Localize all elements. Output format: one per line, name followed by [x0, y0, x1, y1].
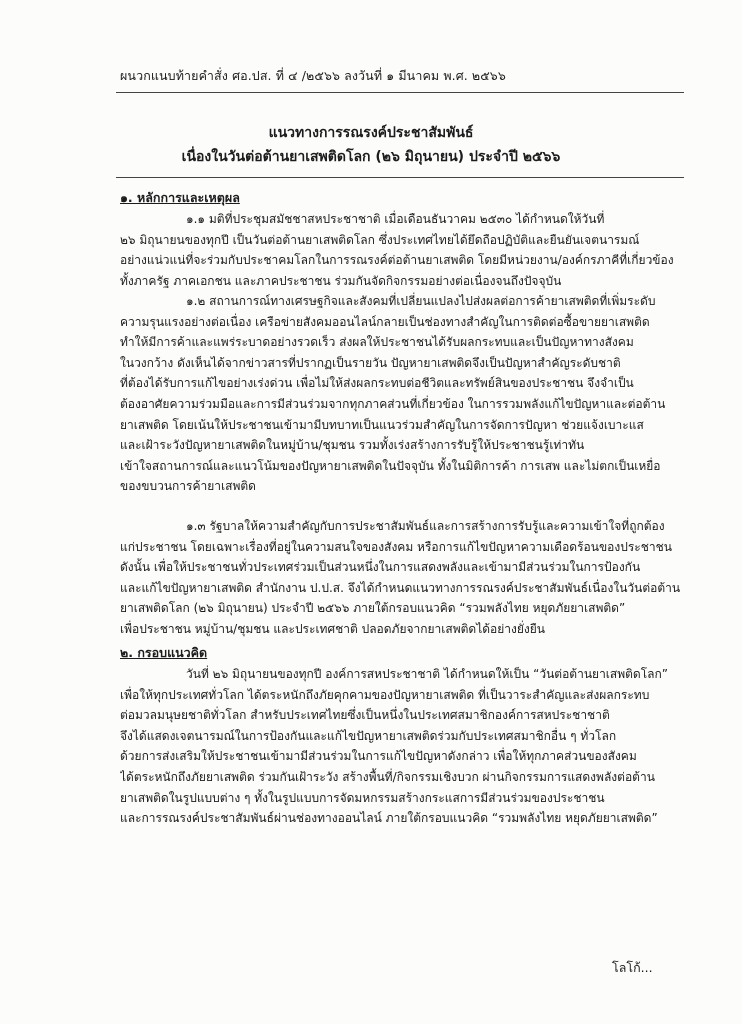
paragraph-line: ของขบวนการค้ายาเสพติด [120, 479, 256, 494]
continued-marker: โลโก้... [612, 960, 653, 975]
paragraph-line: เพื่อให้ทุกประเทศทั่วโลก ได้ตระหนักถึงภัยคุกคามของปัญหายาเสพติด ที่เป็นวาระสำคัญและส่งผลกระทบ [120, 687, 650, 702]
section-1-heading: ๑. หลักการและเหตุผล [120, 190, 240, 205]
paragraph-line: ทำให้มีการค้าและแพร่ระบาดอย่างรวดเร็ว ส่งผลให้ประชาชนได้รับผลกระทบและเป็นปัญหาทางสังคม [120, 335, 634, 350]
paragraph-line: ๒๖ มิถุนายนของทุกปี เป็นวันต่อต้านยาเสพติดโลก ซึ่งประเทศไทยได้ยึดถือปฏิบัติและยืนยันเจตนารมณ์ [120, 232, 640, 247]
paragraph-line: อย่างแน่วแน่ที่จะร่วมกับประชาคมโลกในการรณรงค์ต่อต้านยาเสพติด โดยมีหน่วยงาน/องค์กรภาคีที่เกี่ยวข้อง [120, 253, 674, 268]
paragraph-line: ดังนั้น เพื่อให้ประชาชนทั่วประเทศร่วมเป็นส่วนหนึ่งในการแสดงพลังและเข้ามามีส่วนร่วมในการป้องกัน [120, 560, 641, 575]
paragraph-1-1 [120, 209, 686, 291]
section-2-heading: ๒. กรอบแนวคิด [120, 645, 208, 660]
document-title-line-2: เนื่องในวันต่อต้านยาเสพติดโลก (๒๖ มิถุนายน) ประจำปี ๒๕๖๖ [181, 149, 561, 165]
paragraph-line: และแก้ไขปัญหายาเสพติด สำนักงาน ป.ป.ส. จึงได้กำหนดแนวทางการรณรงค์ประชาสัมพันธ์เนื่องในวันต่อต้าน [120, 580, 681, 595]
paragraph-line: และเฝ้าระวังปัญหายาเสพติดในหมู่บ้าน/ชุมชน รวมทั้งเร่งสร้างการรับรู้ให้ประชาชนรู้เท่าทัน [120, 438, 585, 453]
paragraph-line: ๑.๓ รัฐบาลให้ความสำคัญกับการประชาสัมพันธ์และการสร้างการรับรู้และความเข้าใจที่ถูกต้อง [186, 519, 665, 533]
header-divider [116, 92, 684, 93]
paragraph-line: ที่ต้องได้รับการแก้ไขอย่างเร่งด่วน เพื่อไม่ให้ส่งผลกระทบต่อชีวิตและทรัพย์สินของประชาชน จึงจำเป็น [120, 376, 634, 391]
paragraph-line: ยาเสพติดในรูปแบบต่าง ๆ ทั้งในรูปแบบการจัดมหกรรมสร้างกระแสการมีส่วนร่วมของประชาชน [120, 790, 605, 805]
paragraph-line: ๑.๒ สถานการณ์ทางเศรษฐกิจและสังคมที่เปลี่ยนแปลงไปส่งผลต่อการค้ายาเสพติดที่เพิ่มระดับ [186, 294, 656, 308]
document-title-line-1: แนวทางการรณรงค์ประชาสัมพันธ์ [268, 125, 474, 141]
paragraph-line: เพื่อประชาชน หมู่บ้าน/ชุมชน และประเทศชาติ ปลอดภัยจากยาเสพติดได้อย่างยั่งยืน [120, 621, 545, 636]
paragraph-line: จึงได้แสดงเจตนารมณ์ในการป้องกันและแก้ไขปัญหายาเสพติดร่วมกับประเทศสมาชิกอื่น ๆ ทั่วโลก [120, 728, 617, 743]
paragraph-line: ต่อมวลมนุษยชาติทั่วโลก สำหรับประเทศไทยซึ่งเป็นหนึ่งในประเทศสมาชิกองค์การสหประชาชาติ [120, 708, 610, 723]
paragraph-1-2 [120, 291, 686, 497]
paragraph-line: และการรณรงค์ประชาสัมพันธ์ผ่านช่องทางออนไลน์ ภายใต้กรอบแนวคิด “รวมพลังไทย หยุดภัยยาเสพติด” [120, 811, 658, 826]
paragraph-line: ความรุนแรงอย่างต่อเนื่อง เครือข่ายสังคมออนไลน์กลายเป็นช่องทางสำคัญในการติดต่อซื้อขายยาเสพติด [120, 314, 650, 329]
paragraph-2-1 [120, 664, 686, 829]
paragraph-line: ในวงกว้าง ดังเห็นได้จากข่าวสารที่ปรากฏเป็นรายวัน ปัญหายาเสพติดจึงเป็นปัญหาสำคัญระดับชาติ [120, 355, 621, 370]
paragraph-line: ยาเสพติดโลก (๒๖ มิถุนายน) ประจำปี ๒๕๖๖ ภายใต้กรอบแนวคิด “รวมพลังไทย หยุดภัยยาเสพติด” [120, 601, 626, 616]
paragraph-line: ด้วยการส่งเสริมให้ประชาชนเข้ามามีส่วนร่วมในการแก้ไขปัญหาดังกล่าว เพื่อให้ทุกภาคส่วนของสังคม [120, 749, 637, 764]
paragraph-line: ได้ตระหนักถึงภัยยาเสพติด ร่วมกันเฝ้าระวัง สร้างพื้นที่/กิจกรรมเชิงบวก ผ่านกิจกรรมการแสดงพลังต่อต้าน [120, 769, 655, 784]
paragraph-1-3 [120, 516, 686, 640]
paragraph-line: ทั้งภาครัฐ ภาคเอกชน และภาคประชาชน ร่วมกันจัดกิจกรรมอย่างต่อเนื่องจนถึงปัจจุบัน [120, 273, 562, 288]
paragraph-line: ๑.๑ มติที่ประชุมสมัชชาสหประชาชาติ เมื่อเดือนธันวาคม ๒๕๓๐ ได้กำหนดให้วันที่ [186, 212, 605, 226]
paragraph-line: เข้าใจสถานการณ์และแนวโน้มของปัญหายาเสพติดในปัจจุบัน ทั้งในมิติการค้า การเสพ และไม่ตกเป็นเหยื่อ [120, 458, 661, 473]
paragraph-line: ยาเสพติด โดยเน้นให้ประชาชนเข้ามามีบทบาทเป็นแนวร่วมสำคัญในการจัดการปัญหา ช่วยแจ้งเบาะแส [120, 417, 644, 432]
paragraph-line: ต้องอาศัยความร่วมมือและการมีส่วนร่วมจากทุกภาคส่วนที่เกี่ยวข้อง ในการรวมพลังแก้ไขปัญหาและต่อต้าน [120, 396, 666, 411]
attachment-header: ผนวกแนบท้ายคำสั่ง ศอ.ปส. ที่ ๔ /๒๕๖๖ ลงวันที่ ๑ มีนาคม พ.ศ. ๒๕๖๖ [120, 68, 506, 83]
title-divider [116, 177, 684, 178]
paragraph-line: วันที่ ๒๖ มิถุนายนของทุกปี องค์การสหประชาชาติ ได้กำหนดให้เป็น “วันต่อต้านยาเสพติดโลก” [186, 667, 669, 681]
paragraph-line: แก่ประชาชน โดยเฉพาะเรื่องที่อยู่ในความสนใจของสังคม หรือการแก้ไขปัญหาความเดือดร้อนของประชาชน [120, 539, 672, 554]
